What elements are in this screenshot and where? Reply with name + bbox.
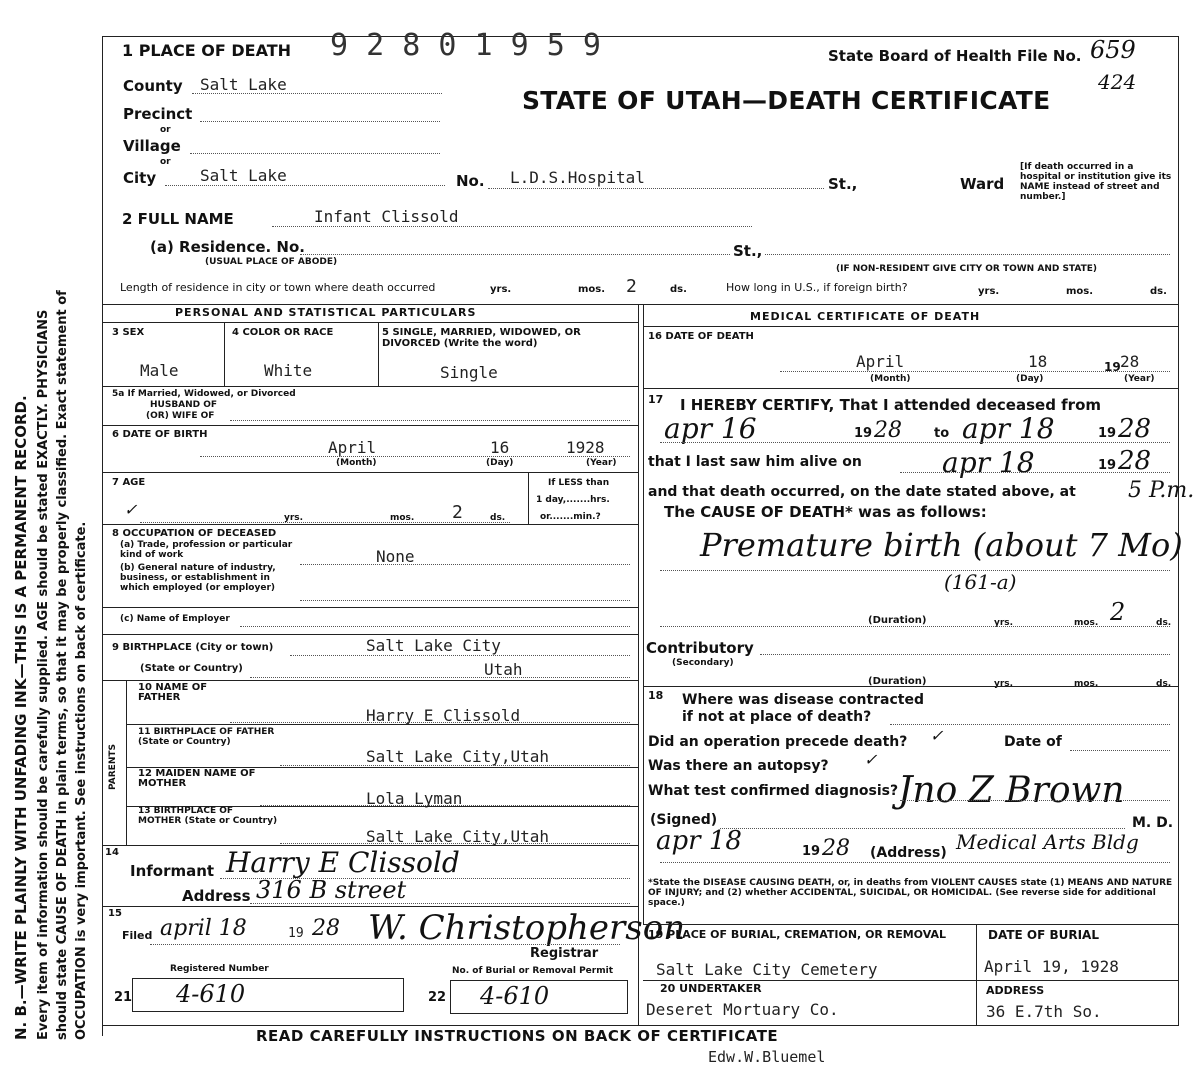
mother-label: 12 MAIDEN NAME OF MOTHER bbox=[138, 768, 256, 789]
contributory-label: Contributory bbox=[646, 639, 754, 657]
birthplace-state: Utah bbox=[484, 660, 523, 679]
certificate-title: STATE OF UTAH—DEATH CERTIFICATE bbox=[522, 86, 1051, 115]
filed-label: Filed bbox=[122, 929, 153, 942]
dob-month-cap: (Month) bbox=[336, 458, 377, 468]
len-yrs: yrs. bbox=[490, 284, 512, 295]
to-year-pre: 19 bbox=[1098, 426, 1117, 441]
residence-label: (a) Residence. No. bbox=[150, 238, 305, 256]
operation-label: Did an operation precede death? bbox=[648, 734, 908, 750]
ward-note: [If death occurred in a hospital or institution give its NAME instead of street and number.] bbox=[1020, 162, 1172, 202]
last-saw-year: 28 bbox=[1118, 446, 1152, 476]
mother-name: Lola Lyman bbox=[366, 789, 463, 808]
q18-line-b: if not at place of death? bbox=[682, 709, 872, 725]
burial-date-label: DATE OF BURIAL bbox=[988, 928, 1099, 942]
dod-year-pre: 19 bbox=[1104, 360, 1121, 374]
duration-value: 2 bbox=[1110, 598, 1126, 626]
registered-number-label: Registered Number bbox=[170, 964, 269, 974]
attended-from-date: apr 16 bbox=[664, 412, 757, 445]
dod-day-cap: (Day) bbox=[1016, 374, 1044, 384]
st-label: St., bbox=[828, 175, 858, 193]
reg-num-prefix: 21 bbox=[114, 990, 133, 1005]
dob-month: April bbox=[328, 438, 377, 457]
time-of-death: 5 P.m. bbox=[1128, 478, 1195, 503]
spouse-label-1: 5a If Married, Widowed, or Divorced bbox=[112, 389, 296, 399]
dob-label: 6 DATE OF BIRTH bbox=[112, 429, 208, 440]
birthplace-label: 9 BIRTHPLACE (City or town) bbox=[112, 642, 274, 653]
cause-code: (161-a) bbox=[944, 570, 1017, 594]
frame-bottom bbox=[102, 1025, 1178, 1026]
margin-line-1: N. B.—WRITE PLAINLY WITH UNFADING INK—THIS IS A PERMANENT RECORD. bbox=[12, 395, 30, 1040]
sex-value: Male bbox=[140, 361, 179, 380]
occupation-b-label: (b) General nature of industry, business, or establishment in which employed (or employer) bbox=[120, 563, 276, 593]
duration-yrs: yrs. bbox=[994, 618, 1014, 628]
registered-number: 4-610 bbox=[176, 980, 246, 1008]
last-saw-date: apr 18 bbox=[942, 446, 1035, 479]
undertaker-address-label: ADDRESS bbox=[986, 984, 1045, 997]
margin-line-4: OCCUPATION is very important. See instructions on back of certificate. bbox=[74, 521, 89, 1040]
us-mos: mos. bbox=[1066, 286, 1094, 297]
physician-signature: Jno Z Brown bbox=[898, 770, 1125, 811]
father-name: Harry E Clissold bbox=[366, 706, 521, 725]
duration-ds: ds. bbox=[1156, 618, 1172, 628]
color-label: 4 COLOR OR RACE bbox=[232, 327, 334, 338]
or-text-2: or bbox=[160, 157, 171, 167]
parents-label: PARENTS bbox=[108, 744, 118, 790]
undertaker-label: 20 UNDERTAKER bbox=[660, 982, 762, 995]
city-value: Salt Lake bbox=[200, 166, 287, 185]
color-value: White bbox=[264, 361, 313, 380]
dob-year-cap: (Year) bbox=[586, 458, 617, 468]
burial-permit-number: 4-610 bbox=[480, 982, 550, 1010]
q18-num: 18 bbox=[648, 689, 664, 702]
informant-num: 14 bbox=[105, 847, 119, 858]
less-min-label: or.......min.? bbox=[540, 512, 601, 522]
test-label: What test confirmed diagnosis? bbox=[648, 783, 899, 799]
undertaker-address: 36 E.7th So. bbox=[986, 1002, 1102, 1021]
file-no: 659 bbox=[1090, 36, 1136, 64]
burial-date: April 19, 1928 bbox=[984, 957, 1119, 976]
operation-answer: ✓ bbox=[930, 726, 944, 745]
certificate-number: 9 2 8 0 1 9 5 9 bbox=[330, 28, 601, 63]
usual-place-label: (USUAL PLACE OF ABODE) bbox=[205, 257, 338, 267]
certify-num: 17 bbox=[648, 393, 664, 406]
personal-heading: PERSONAL AND STATISTICAL PARTICULARS bbox=[175, 306, 477, 319]
physician-address-label: (Address) bbox=[870, 845, 947, 861]
signed-year-pre: 19 bbox=[802, 844, 821, 859]
duration2-mos: mos. bbox=[1074, 679, 1099, 689]
precinct-label: Precinct bbox=[123, 105, 193, 123]
cause-footnote: *State the DISEASE CAUSING DEATH, or, in deaths from VIOLENT CAUSES state (1) MEANS AND NATURE OF INJURY; and (2) whether ACCIDENTAL, SUICIDAL, OR HOMICIDAL. (See reverse side for additional space.) bbox=[648, 878, 1173, 908]
residence-st-label: St., bbox=[733, 242, 763, 260]
dod-day: 18 bbox=[1028, 352, 1048, 371]
duration-label: (Duration) bbox=[868, 615, 927, 626]
file-no-label: State Board of Health File No. bbox=[828, 47, 1082, 65]
len-mos: mos. bbox=[578, 284, 606, 295]
nonresident-note: (IF NON-RESIDENT GIVE CITY OR TOWN AND STATE) bbox=[836, 264, 1098, 274]
margin-line-2: Every item of information should be carefully supplied. AGE should be stated EXACTLY. PHYSICIANS bbox=[36, 309, 51, 1040]
signed-label: (Signed) bbox=[650, 812, 718, 828]
birthplace-city: Salt Lake City bbox=[366, 636, 501, 655]
dod-month: April bbox=[856, 352, 905, 371]
last-saw-text: that I last saw him alive on bbox=[648, 454, 862, 470]
no-label: No. bbox=[456, 172, 485, 190]
occupation-a-label: (a) Trade, profession or particular kind of work bbox=[120, 540, 293, 560]
md-label: M. D. bbox=[1132, 815, 1174, 831]
instructions-footer: READ CAREFULLY INSTRUCTIONS ON BACK OF CERTIFICATE bbox=[256, 1027, 779, 1045]
hospital-value: L.D.S.Hospital bbox=[510, 168, 645, 187]
age-mos-value: 2 bbox=[452, 502, 463, 523]
attended-to-date: apr 18 bbox=[962, 412, 1055, 445]
filed-year-pre: 19 bbox=[288, 926, 304, 941]
or-text-1: or bbox=[160, 125, 171, 135]
birthplace-state-label: (State or Country) bbox=[140, 663, 243, 674]
less-day-label: 1 day,.......hrs. bbox=[536, 495, 610, 505]
signed-date: apr 18 bbox=[656, 826, 742, 856]
burial-place-label: 19 PLACE OF BURIAL, CREMATION, OR REMOVAL bbox=[648, 928, 946, 941]
duration-mos: mos. bbox=[1074, 618, 1099, 628]
physician-address: Medical Arts Bldg bbox=[956, 830, 1139, 854]
last-saw-year-pre: 19 bbox=[1098, 458, 1117, 473]
county-label: County bbox=[123, 77, 183, 95]
undertaker: Deseret Mortuary Co. bbox=[646, 1000, 839, 1019]
informant-address-label: Address bbox=[182, 887, 251, 905]
marital-label: 5 SINGLE, MARRIED, WIDOWED, OR DIVORCED (Write the word) bbox=[382, 327, 581, 349]
place-of-death-label: 1 PLACE OF DEATH bbox=[122, 41, 292, 60]
burial-permit-label: No. of Burial or Removal Permit bbox=[452, 966, 613, 976]
dob-day-cap: (Day) bbox=[486, 458, 514, 468]
marital-value: Single bbox=[440, 363, 498, 382]
frame-top bbox=[102, 36, 1178, 37]
ward-label: Ward bbox=[960, 175, 1005, 193]
age-mos: mos. bbox=[390, 513, 415, 523]
from-year-pre: 19 bbox=[854, 426, 873, 441]
file-no-extra: 424 bbox=[1098, 70, 1137, 94]
city-label: City bbox=[123, 169, 157, 187]
margin-line-3: should state CAUSE OF DEATH in plain terms, so that it may be properly classified. Exact statement of bbox=[55, 290, 70, 1040]
duration2-yrs: yrs. bbox=[994, 679, 1014, 689]
father-birthplace-label: 11 BIRTHPLACE OF FATHER (State or Country) bbox=[138, 727, 275, 747]
less-than-label: If LESS than bbox=[548, 478, 610, 488]
registered-number-box bbox=[132, 978, 404, 1012]
filed-date: april 18 bbox=[160, 916, 247, 941]
cause-of-death: Premature birth (about 7 Mo) bbox=[700, 526, 1183, 564]
sex-label: 3 SEX bbox=[112, 327, 145, 338]
burial-place: Salt Lake City Cemetery bbox=[656, 960, 878, 979]
dod-year-cap: (Year) bbox=[1124, 374, 1155, 384]
informant-address: 316 B street bbox=[256, 876, 407, 904]
us-yrs: yrs. bbox=[978, 286, 1000, 297]
burial-num-prefix: 22 bbox=[428, 990, 447, 1005]
county-value: Salt Lake bbox=[200, 75, 287, 94]
mother-birthplace: Salt Lake City,Utah bbox=[366, 827, 550, 846]
registrar-label: Registrar bbox=[530, 946, 599, 961]
q18-line-a: Where was disease contracted bbox=[682, 692, 924, 708]
employer-label: (c) Name of Employer bbox=[120, 614, 230, 624]
autopsy-answer: ✓ bbox=[864, 750, 878, 769]
autopsy-label: Was there an autopsy? bbox=[648, 758, 829, 774]
duration2-ds: ds. bbox=[1156, 679, 1172, 689]
spouse-label-2: HUSBAND OF bbox=[150, 400, 218, 410]
age-label: 7 AGE bbox=[112, 477, 146, 488]
to-label: to bbox=[934, 426, 950, 441]
medical-heading: MEDICAL CERTIFICATE OF DEATH bbox=[750, 310, 981, 323]
occupation-value: None bbox=[376, 547, 415, 566]
frame-left bbox=[102, 36, 103, 1036]
spouse-label-3: (OR) WIFE OF bbox=[146, 411, 215, 421]
full-name-value: Infant Clissold bbox=[314, 207, 459, 226]
occupation-label: 8 OCCUPATION OF DECEASED bbox=[112, 528, 277, 539]
registrar-signature: W. Christopherson bbox=[368, 908, 686, 948]
how-long-us-label: How long in U.S., if foreign birth? bbox=[726, 281, 908, 294]
filed-year: 28 bbox=[312, 916, 340, 941]
attended-from-year: 28 bbox=[874, 418, 902, 443]
informant-signature: Harry E Clissold bbox=[226, 846, 460, 879]
death-occurred-text: and that death occurred, on the date stated above, at bbox=[648, 484, 1076, 500]
filed-num: 15 bbox=[108, 908, 122, 919]
duration2-label: (Duration) bbox=[868, 676, 927, 687]
dod-year: 28 bbox=[1120, 352, 1140, 371]
typed-name: Edw.W.Bluemel bbox=[708, 1048, 826, 1066]
cause-of-death-label: The CAUSE OF DEATH* was as follows: bbox=[664, 503, 987, 521]
signed-year: 28 bbox=[822, 836, 850, 861]
father-birthplace: Salt Lake City,Utah bbox=[366, 747, 550, 766]
father-label: 10 NAME OF FATHER bbox=[138, 682, 208, 703]
len-ds: ds. bbox=[670, 284, 687, 295]
informant-label: Informant bbox=[130, 862, 215, 880]
length-mos-value: 2 bbox=[626, 276, 637, 297]
mother-birthplace-label: 13 BIRTHPLACE OF MOTHER (State or Country) bbox=[138, 806, 278, 826]
dob-day: 16 bbox=[490, 438, 510, 457]
dob-year: 1928 bbox=[566, 438, 605, 457]
full-name-label: 2 FULL NAME bbox=[122, 210, 234, 228]
age-check-mark: ✓ bbox=[124, 500, 138, 519]
certify-text: I HEREBY CERTIFY, That I attended deceased from bbox=[680, 396, 1102, 414]
date-of-label: Date of bbox=[1004, 734, 1062, 750]
age-ds: ds. bbox=[490, 513, 506, 523]
attended-to-year: 28 bbox=[1118, 414, 1152, 444]
age-yrs: yrs. bbox=[284, 513, 304, 523]
length-residence-label: Length of residence in city or town where death occurred bbox=[120, 281, 436, 294]
village-label: Village bbox=[123, 137, 181, 155]
dod-label: 16 DATE OF DEATH bbox=[648, 331, 754, 342]
dod-month-cap: (Month) bbox=[870, 374, 911, 384]
us-ds: ds. bbox=[1150, 286, 1167, 297]
secondary-label: (Secondary) bbox=[672, 658, 734, 668]
